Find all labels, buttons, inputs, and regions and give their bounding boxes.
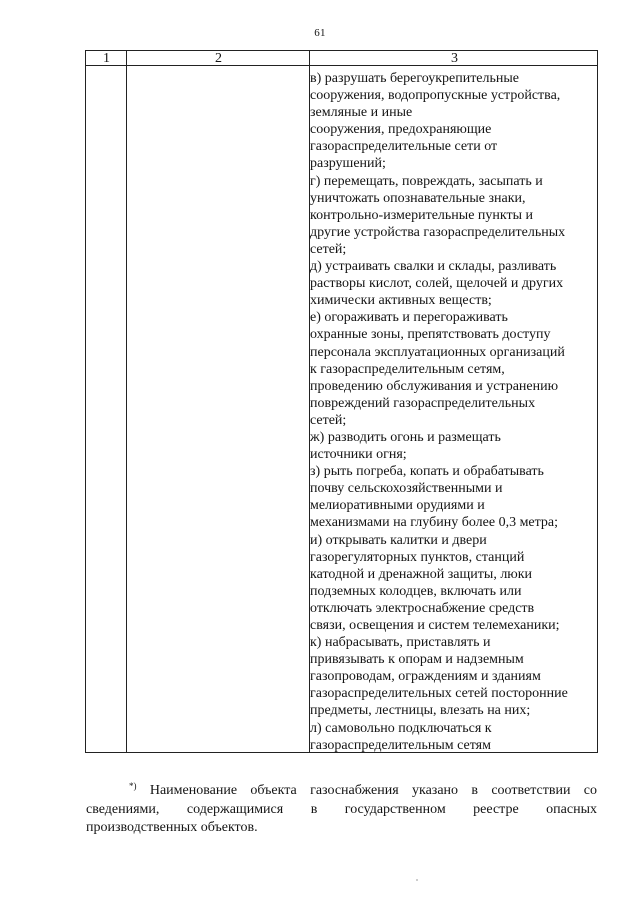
cell-line: проведению обслуживания и устранению [310,378,559,394]
cell-line: разрушений; [310,156,386,172]
cell-line: предметы, лестницы, влезать на них; [310,703,531,719]
cell-line: катодной и дренажной защиты, люки [310,566,533,582]
cell-line: газораспределительные сети от [310,139,498,155]
cell-line: к) набрасывать, приставлять и [310,635,491,651]
column-3-cell [310,70,599,754]
cell-line: сооружения, предохраняющие [310,122,492,138]
cell-line: химически активных веществ; [310,293,492,309]
cell-line: растворы кислот, солей, щелочей и других [310,276,564,292]
cell-line: персонала эксплуатационных организаций [310,344,565,360]
cell-line: сетей; [310,412,347,428]
header-cell-3: 3 [451,51,458,66]
cell-line: газорегуляторных пунктов, станций [310,549,525,565]
header-cell-2: 2 [215,51,222,66]
cell-line: другие устройства газораспределительных [310,224,566,240]
cell-line: механизмами на глубину более 0,3 метра; [310,515,559,531]
cell-line: охранные зоны, препятствовать доступу [310,327,551,343]
cell-line: сетей; [310,241,347,257]
cell-line: связи, освещения и систем телемеханики; [310,618,560,633]
cell-line: подземных колодцев, включать или [310,583,522,599]
requirements-table [85,50,598,753]
cell-line: источники огня; [310,447,407,463]
cell-line: мелиоративными орудиями и [310,498,485,514]
column-divider-1 [126,50,127,752]
scan-artifact [416,879,418,881]
cell-line: д) устраивать свалки и склады, разливать [310,259,557,275]
cell-line: е) огораживать и перегораживать [310,310,508,326]
cell-line: л) самовольно подключаться к [310,720,492,736]
cell-line: газораспределительных сетей посторонние [310,686,568,702]
cell-line: з) рыть погреба, копать и обрабатывать [310,464,544,480]
cell-line: повреждений газораспределительных [310,395,536,411]
cell-line: газораспределительным сетям [310,737,491,753]
cell-line: привязывать к опорам и надземным [310,652,524,668]
cell-line: земляные и иные [310,105,413,121]
table-header-row [86,50,597,66]
footnote-line-1 [86,782,597,801]
cell-line: г) перемещать, повреждать, засыпать и [310,173,543,189]
cell-line: к газораспределительным сетям, [310,361,505,377]
cell-line: уничтожать опознавательные знаки, [310,190,526,206]
cell-line: сооружения, водопропускные устройства, [310,88,561,104]
cell-line: газопроводам, ограждениям и зданиям [310,669,541,685]
page-number: 61 [314,27,326,39]
footnote-text-1: Наименование объекта газоснабжения указано в соответствии со [149,783,597,798]
footnote-marker: *) [129,781,137,791]
header-cell-1: 1 [103,51,110,66]
cell-line: ж) разводить огонь и размещать [310,429,501,445]
cell-line: контрольно-измерительные пункты и [310,207,534,223]
cell-line: почву сельскохозяйственными и [310,481,503,497]
cell-line: и) открывать калитки и двери [310,532,487,548]
footnote [86,782,597,838]
cell-line: в) разрушать берегоукрепительные [310,71,520,86]
footnote-line-3: производственных объектов. [86,820,258,835]
footnote-line-2: сведениями, содержащимися в государственном реестре опасных [86,801,597,817]
cell-line: отключать электроснабжение средств [310,600,535,616]
